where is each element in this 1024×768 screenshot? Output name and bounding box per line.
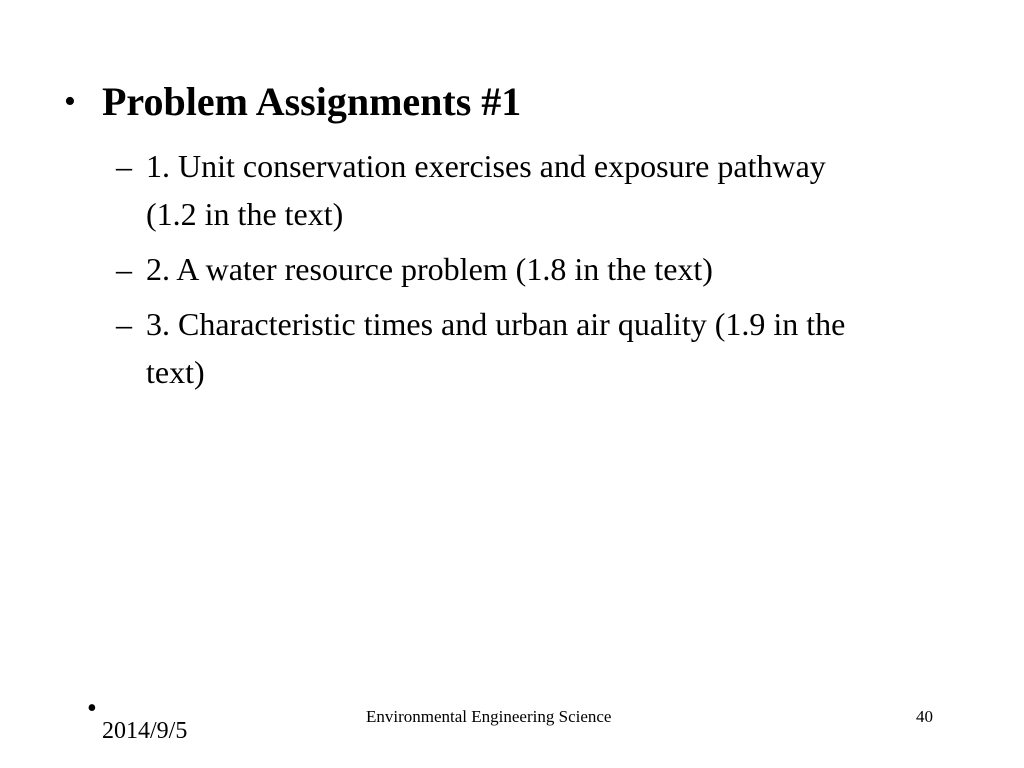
list-item (116, 300, 876, 396)
dash-icon: – (116, 306, 132, 342)
sub-bullet-list (116, 142, 876, 403)
footer-bullet-icon: • (87, 693, 97, 724)
list-item (116, 245, 876, 293)
footer-date: 2014/9/5 (102, 718, 188, 744)
list-item-text: 2. A water resource problem (1.8 in the text) (146, 251, 713, 287)
list-item-text: 1. Unit conservation exercises and exposure pathway (1.2 in the text) (146, 148, 826, 232)
list-item-text: 3. Characteristic times and urban air quality (1.9 in the text) (146, 306, 846, 390)
list-item (116, 142, 876, 238)
slide-heading: Problem Assignments #1 (102, 79, 522, 124)
dash-icon: – (116, 251, 132, 287)
page-number: 40 (916, 707, 933, 726)
dash-icon: – (116, 148, 132, 184)
footer-title: Environmental Engineering Science (366, 707, 612, 726)
bullet-icon: • (64, 83, 76, 120)
